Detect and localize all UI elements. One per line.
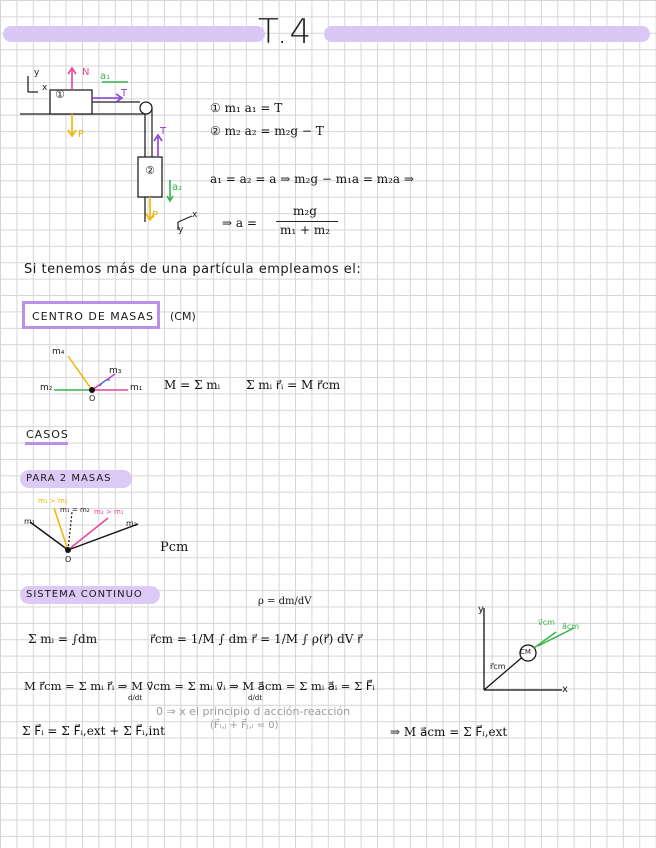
diagram1-a1-label: a₁ bbox=[100, 71, 111, 82]
cm-rcm-label: r⃗cm bbox=[490, 662, 506, 671]
continuo-eq1: Σ mᵢ = ∫dm bbox=[28, 632, 98, 646]
eq-line1: ① m₁ a₁ = T bbox=[210, 101, 283, 115]
cm-heading-box bbox=[22, 301, 160, 329]
eq-line4-prefix: ⇒ a = bbox=[222, 216, 257, 230]
continuo-ddt1: d/dt bbox=[128, 694, 143, 702]
diagram1-y-label: y bbox=[34, 68, 40, 78]
continuo-pill bbox=[20, 586, 160, 604]
cm-m1: m₁ bbox=[130, 383, 143, 393]
continuo-note2: (F⃗ᵢ,ⱼ + F⃗ⱼ,ᵢ = 0) bbox=[210, 720, 279, 731]
continuo-eq4: Σ F⃗ᵢ = Σ F⃗ᵢ,ext + Σ F⃗ᵢ,int bbox=[22, 724, 165, 738]
para2-m1m2: m₁ = m₂ bbox=[60, 506, 90, 514]
para2-m2gt: m₂ > m₁ bbox=[94, 508, 124, 516]
diagram1-a2-label: a₂ bbox=[172, 182, 183, 193]
casos-underline bbox=[25, 442, 68, 445]
rho-def: ρ = dm/dV bbox=[258, 596, 312, 607]
cm-vcm-label: v⃗cm bbox=[538, 618, 555, 627]
header-bar-left bbox=[3, 26, 265, 42]
cm-acm-label: a⃗cm bbox=[562, 622, 580, 631]
diagram1-x-label: x bbox=[42, 83, 48, 93]
cm-sum-formula: Σ mᵢ r⃗ᵢ = M r⃗cm bbox=[246, 378, 341, 392]
cm-m3: m₃ bbox=[109, 366, 122, 376]
intro-text: Si tenemos más de una partícula empleamos el: bbox=[24, 262, 362, 277]
pulley-diagram bbox=[20, 62, 220, 232]
page-title: T.4 bbox=[258, 12, 314, 52]
cm-m2: m₂ bbox=[40, 383, 53, 393]
eq-line4-num: m₂g bbox=[293, 204, 317, 218]
diagram1-block2-label: ② bbox=[145, 164, 155, 177]
continuo-final: ⇒ M a⃗cm = Σ F⃗ᵢ,ext bbox=[390, 725, 508, 739]
diagram1-T1-label: T bbox=[121, 88, 128, 99]
eq-line2: ② m₂ a₂ = m₂g − T bbox=[210, 124, 324, 138]
diagram1-P1-label: P bbox=[78, 129, 85, 140]
diagram1-T2-label: T bbox=[160, 126, 167, 137]
header-bar-right bbox=[324, 26, 650, 42]
para2-origin: O bbox=[65, 555, 72, 564]
continuo-note1: 0 ⇒ x el principio d acción-reacción bbox=[156, 705, 351, 718]
diagram1-P2-label: P bbox=[152, 210, 159, 221]
para2-m1gt: m₁ > m₂ bbox=[38, 497, 68, 505]
para2-side-note: Pcm bbox=[160, 540, 189, 555]
cm-vector-diagram bbox=[478, 606, 588, 696]
eq-line3: a₁ = a₂ = a ⇒ m₂g − m₁a = m₂a ⇒ bbox=[210, 172, 414, 186]
continuo-eq3: M r⃗cm = Σ mᵢ r⃗ᵢ ⇒ M v⃗cm = Σ mᵢ v⃗ᵢ ⇒ M a⃗cm = Σ mᵢ a⃗ᵢ = Σ F⃗ᵢ bbox=[24, 679, 375, 693]
continuo-label: SISTEMA CONTINUO bbox=[26, 589, 143, 600]
diagram1-block1-label: ① bbox=[55, 88, 65, 101]
cm-axis-y: y bbox=[478, 604, 484, 615]
cm-axis-x: x bbox=[562, 684, 568, 695]
casos-heading: CASOS bbox=[26, 428, 69, 441]
para2-pill bbox=[20, 470, 132, 488]
para2-label: PARA 2 MASAS bbox=[26, 473, 112, 484]
diagram1-N-label: N bbox=[82, 67, 90, 78]
eq-line4-den: m₁ + m₂ bbox=[280, 223, 331, 237]
cm-circle-label: CM bbox=[520, 648, 531, 656]
continuo-ddt2: d/dt bbox=[248, 694, 263, 702]
cm-origin: O bbox=[89, 394, 96, 403]
para2-m2: m₂ bbox=[126, 519, 137, 528]
cm-abbr: (CM) bbox=[170, 310, 196, 323]
eq-line4-fraction-bar bbox=[276, 221, 338, 222]
para2-m1: m₁ bbox=[24, 517, 35, 526]
cm-m4: m₄ bbox=[52, 347, 65, 357]
cm-total-mass: M = Σ mᵢ bbox=[164, 378, 221, 392]
diagram1-x2-label: x bbox=[192, 210, 198, 220]
continuo-eq2: r⃗cm = 1/M ∫ dm r⃗ = 1/M ∫ ρ(r⃗) dV r⃗ bbox=[150, 632, 363, 646]
cm-heading-label: CENTRO DE MASAS bbox=[32, 310, 155, 323]
diagram1-y2-label: y bbox=[178, 225, 184, 235]
